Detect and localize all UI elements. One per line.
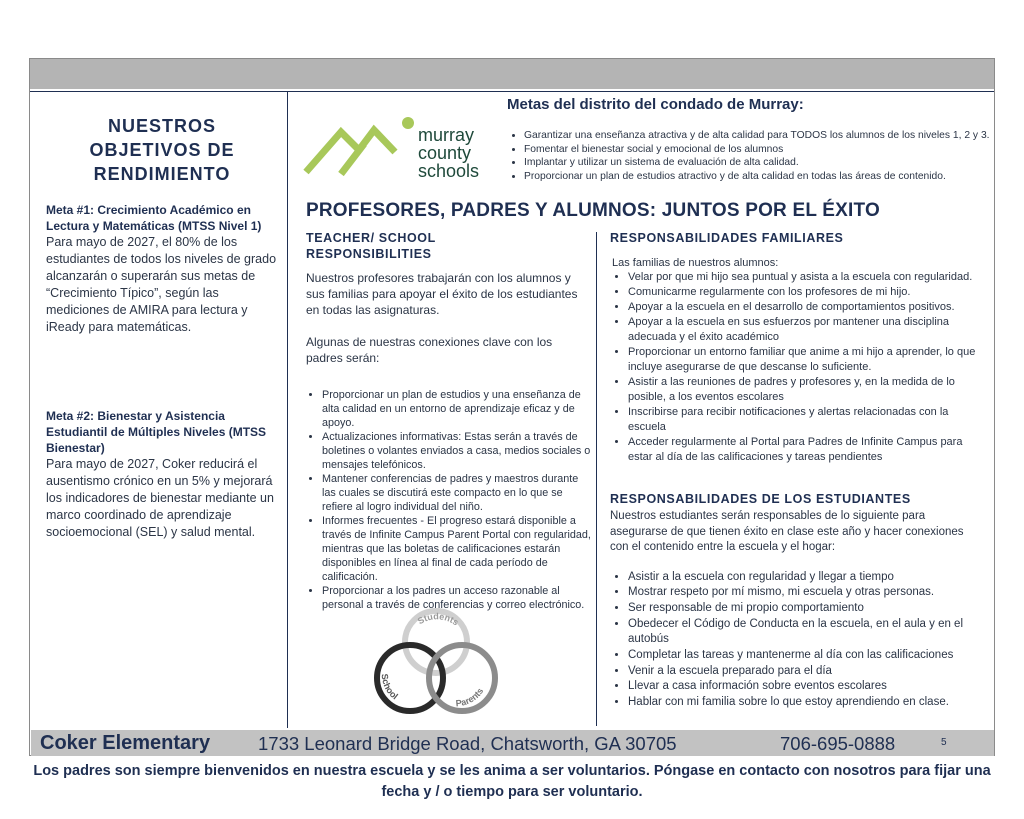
list-item: • Fomentar el bienestar social y emocional de los alumnos [524, 143, 1002, 157]
list-item: • Garantizar una enseñanza atractiva y de alta calidad para TODOS los alumnos de los niveles 1, 2 y 3. [524, 129, 1002, 143]
list-item: • Acceder regularmente al Portal para Padres de Infinite Campus para estar al día de las calificaciones y tareas pendientes [628, 435, 985, 465]
list-item: • Venir a la escuela preparado para el día [628, 664, 985, 680]
goal-2-title: Meta #2: Bienestar y Asistencia Estudiantil de Múltiples Niveles (MTSS Bienestar) [46, 409, 267, 455]
list-item: • Apoyar a la escuela en el desarrollo de comportamientos positivos. [628, 300, 985, 315]
venn-label-school: School [379, 673, 400, 702]
list-item: • Velar por que mi hijo sea puntual y asista a la escuela con regularidad. [628, 270, 985, 285]
teacher-heading: TEACHER/ SCHOOL RESPONSIBILITIES [306, 231, 436, 261]
teacher-list [306, 388, 591, 612]
logo-line-schools: schools [418, 161, 480, 181]
teacher-intro: Nuestros profesores trabajarán con los alumnos y sus familias para apoyar el éxito de los estudiantes en todas las asignaturas. [306, 271, 578, 317]
list-item: • Asistir a la escuela con regularidad y llegar a tiempo [628, 570, 985, 586]
goal-1-body: Para mayo de 2027, el 80% de los estudiantes de todos los niveles de grado alcanzarán o superarán sus metas de “Crecimiento Típico”, según las mediciones de AMIRA para lectura y iReady para matemáticas. [46, 235, 277, 334]
list-item: • Proporcionar a los padres un acceso razonable al personal a través de conferencias y correo electrónico. [322, 584, 591, 612]
list-item: • Proporcionar un entorno familiar que anime a mi hijo a aprender, lo que incluye asegurarse de que descanse lo suficiente. [628, 345, 985, 375]
goal-1-title: Meta #1: Crecimiento Académico en Lectura y Matemáticas (MTSS Nivel 1) [46, 203, 262, 233]
list-item: • Informes frecuentes - El progreso estará disponible a través de Infinite Campus Parent Portal con regularidad, mientras que las boletas de calificaciones estarán disponibles en línea al final de cada período de calificación. [322, 514, 591, 584]
performance-goals-column [46, 114, 278, 541]
students-heading: RESPONSABILIDADES DE LOS ESTUDIANTES [610, 492, 911, 506]
logo-line-county: county [418, 143, 472, 163]
goal-2 [46, 408, 278, 541]
top-bar [30, 59, 994, 89]
family-students-column [610, 230, 985, 711]
list-item: • Actualizaciones informativas: Estas serán a través de boletines o volantes enviados a casa, medios sociales o mensajes telefónicos. [322, 430, 591, 472]
column-divider-right [596, 232, 597, 726]
volunteer-note: Los padres son siempre bienvenidos en nuestra escuela y se les anima a ser voluntarios. Póngase en contacto con nosotros para fijar una fecha y / o tiempo para ser voluntario. [33, 763, 991, 800]
list-item: • Comunicarme regularmente con los profesores de mi hijo. [628, 285, 985, 300]
family-list [610, 270, 985, 465]
venn-label-students: Students [415, 611, 461, 628]
column-divider-left [287, 92, 288, 728]
list-item: • Proporcionar un plan de estudios y una enseñanza de alta calidad en un entorno de aprendizaje eficaz y de apoyo. [322, 388, 591, 430]
compact-main-title: PROFESORES, PADRES Y ALUMNOS: JUNTOS POR EL ÉXITO [306, 200, 880, 221]
school-address: 1733 Leonard Bridge Road, Chatsworth, GA 30705 [258, 733, 677, 754]
venn-diagram-icon [370, 604, 502, 716]
district-goals-title: Metas del distrito del condado de Murray: [507, 96, 804, 113]
school-name: Coker Elementary [40, 732, 211, 754]
top-divider [30, 91, 994, 92]
list-item: • Proporcionar un plan de estudios atractivo y de alta calidad en todas las áreas de contenido. [524, 170, 1002, 184]
logo-line-murray: murray [418, 125, 475, 145]
students-list [610, 570, 985, 711]
objectives-title: NUESTROS OBJETIVOS DE RENDIMIENTO [89, 116, 235, 184]
district-goals-list [510, 129, 1002, 183]
venn-label-parents: Parents [455, 686, 486, 709]
school-phone: 706-695-0888 [780, 733, 896, 754]
teacher-intro-connections: Algunas de nuestras conexiones clave con los padres serán: [306, 335, 553, 365]
list-item: • Hablar con mi familia sobre lo que estoy aprendiendo en clase. [628, 695, 985, 711]
teacher-responsibilities-column [306, 230, 591, 612]
list-item: • Llevar a casa información sobre eventos escolares [628, 679, 985, 695]
family-heading: RESPONSABILIDADES FAMILIARES [610, 231, 844, 245]
list-item: • Implantar y utilizar un sistema de evaluación de alta calidad. [524, 156, 1002, 170]
list-item: • Ser responsable de mi propio comportamiento [628, 601, 985, 617]
goal-2-body: Para mayo de 2027, Coker reducirá el ausentismo crónico en un 5% y mejorará los indicadores de bienestar mediante un marco coordinado de aprendizaje socioemocional (SEL) y salud mental. [46, 457, 274, 539]
list-item: • Inscribirse para recibir notificaciones y alertas relacionadas con la escuela [628, 405, 985, 435]
list-item: • Mostrar respeto por mí mismo, mi escuela y otras personas. [628, 585, 985, 601]
goal-1 [46, 202, 278, 336]
list-item: • Apoyar a la escuela en sus esfuerzos por mantener una disciplina adecuada y el éxito académico [628, 315, 985, 345]
list-item: • Completar las tareas y mantenerme al día con las calificaciones [628, 648, 985, 664]
family-intro: Las familias de nuestros alumnos: [612, 257, 779, 269]
list-item: • Asistir a las reuniones de padres y profesores y, en la medida de lo posible, a los eventos escolares [628, 375, 985, 405]
students-intro: Nuestros estudiantes serán responsables de lo siguiente para asegurarse de que tienen éxito en clase este año y hacer conexiones con el contenido entre la escuela y el hogar: [610, 510, 964, 553]
list-item: • Mantener conferencias de padres y maestros durante las cuales se discutirá este compacto en lo que se refiere al logro individual del niño. [322, 472, 591, 514]
list-item: • Obedecer el Código de Conducta en la escuela, en el aula y en el autobús [628, 617, 985, 648]
logo-wordmark [418, 126, 479, 180]
page-number: 5 [941, 737, 947, 748]
